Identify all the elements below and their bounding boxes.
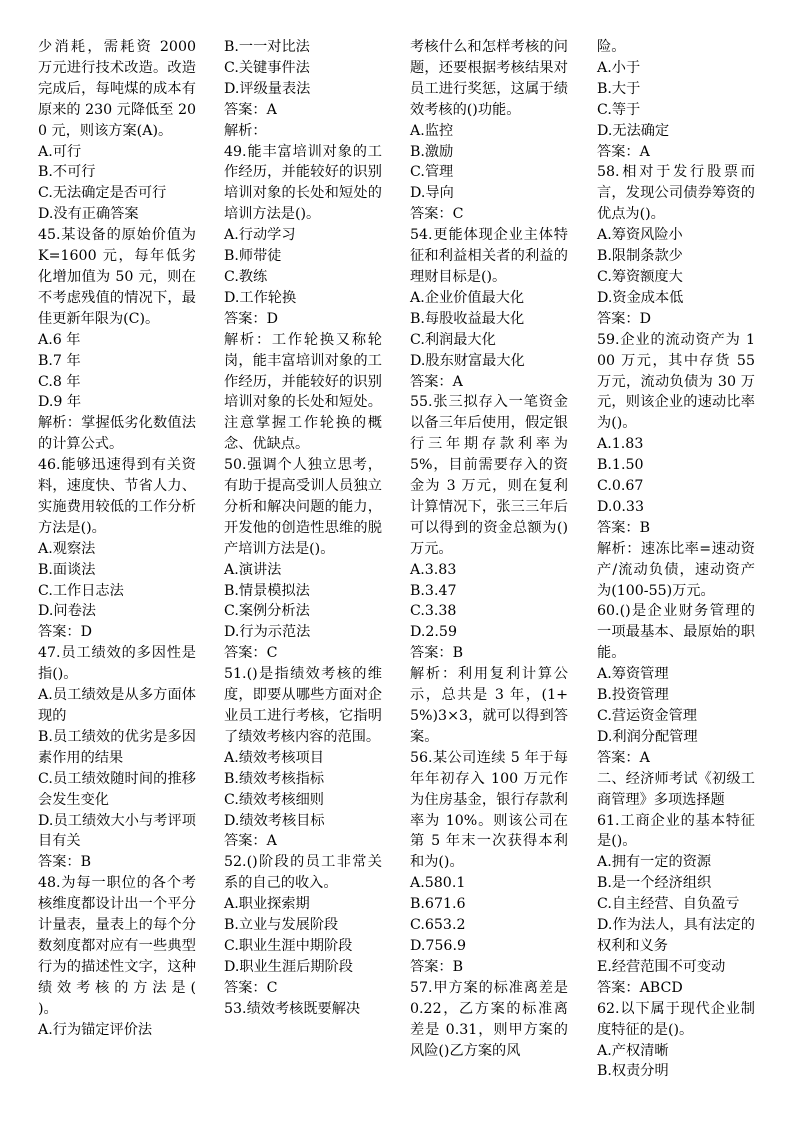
paragraph: 答案：D xyxy=(224,310,278,327)
paragraph: A.筹资管理 xyxy=(597,666,669,683)
paragraph: A.行动学习 xyxy=(224,227,296,244)
paragraph: 少消耗，需耗资 2000 万元进行技术改造。改造完成后，每吨煤的成本有原来的 230 元降低至 200 元，则该方案(A)。 xyxy=(38,39,196,139)
paragraph: B.3.47 xyxy=(410,582,457,599)
paragraph: B.是一个经济组织 xyxy=(597,875,712,892)
paragraph: C.3.38 xyxy=(410,603,457,620)
paragraph: C.无法确定是否可行 xyxy=(38,185,167,202)
text-column-3 xyxy=(410,37,568,1061)
paragraph: D.股东财富最大化 xyxy=(410,352,525,369)
paragraph: B.一一对比法 xyxy=(224,39,310,55)
text-column-2 xyxy=(224,37,382,1020)
paragraph: A.职业探索期 xyxy=(224,896,310,913)
paragraph: B.限制条款少 xyxy=(597,248,683,265)
paragraph: A.观察法 xyxy=(38,540,96,557)
paragraph: 47.员工绩效的多因性是指()。 xyxy=(38,645,196,683)
paragraph: D.导向 xyxy=(410,185,454,202)
paragraph: C.案例分析法 xyxy=(224,603,310,620)
paragraph: D.问卷法 xyxy=(38,603,96,620)
paragraph: 59.企业的流动资产为 100 万元，其中存货 55 万元，流动负债为 30 万元，则该企业的速动比率为()。 xyxy=(597,331,755,432)
paragraph: 57.甲方案的标准离差是 0.22，乙方案的标准离差是 0.31，则甲方案的风险()乙方案的风 xyxy=(410,979,568,1059)
paragraph: A.绩效考核项目 xyxy=(224,749,324,766)
paragraph: 答案：B xyxy=(410,958,463,975)
paragraph: D.756.9 xyxy=(410,937,466,954)
paragraph: 解析：利用复利计算公示，总共是 3 年，(1+5%)3×3，就可以得到答案。 xyxy=(410,666,568,745)
paragraph: B.情景模拟法 xyxy=(224,582,310,599)
paragraph: 60.()是企业财务管理的一项最基本、最原始的职能。 xyxy=(597,603,755,662)
paragraph: 56.某公司连续 5 年于每年年初存入 100 万元作为住房基金，银行存款利率为 10%。则该公司在第 5 年末一次获得本利和为()。 xyxy=(410,749,568,871)
paragraph: D.员工绩效大小与考评项目有关 xyxy=(38,812,196,850)
paragraph: 答案：D xyxy=(597,310,651,327)
paragraph: 53.绩效考核既要解决 xyxy=(224,1000,361,1017)
text-column-1 xyxy=(38,37,225,1041)
paragraph: 答案：A xyxy=(597,143,650,160)
paragraph: D.作为法人，具有法定的权利和义务 xyxy=(597,917,755,954)
paragraph: A.筹资风险小 xyxy=(597,227,683,244)
paragraph: C.关键事件法 xyxy=(224,59,310,76)
paragraph: C.利润最大化 xyxy=(410,331,496,348)
paragraph: A.拥有一定的资源 xyxy=(597,854,712,871)
paragraph: 62.以下属于现代企业制度特征的是()。 xyxy=(597,1000,755,1038)
paragraph: 52.()阶段的员工非常关系的自己的收入。 xyxy=(224,854,382,892)
paragraph: A.1.83 xyxy=(597,436,644,453)
paragraph: C.绩效考核细则 xyxy=(224,791,324,808)
paragraph: A.小于 xyxy=(597,59,641,76)
paragraph: C.653.2 xyxy=(410,917,466,934)
paragraph: C.营运资金管理 xyxy=(597,708,697,724)
paragraph: 61.工商企业的基本特征是()。 xyxy=(597,812,755,850)
paragraph: B.大于 xyxy=(597,80,641,97)
paragraph: C.自主经营、自负盈亏 xyxy=(597,896,740,913)
paragraph: B.师带徒 xyxy=(224,248,282,265)
paragraph: B.投资管理 xyxy=(597,687,669,704)
paragraph: B.不可行 xyxy=(38,164,96,181)
paragraph: 答案：A xyxy=(224,833,277,850)
paragraph: 48.为每一职位的各个考核维度都设计出一个平分计量表，量表上的每个分数刻度都对应有一些典型行为的描述性文字，这种绩效考核的方法是( )。 xyxy=(38,875,225,1017)
paragraph: C.8 年 xyxy=(38,373,81,390)
paragraph: 解析：速冻比率=速动资产/流动负债，速动资产为(100-55)万元。 xyxy=(597,540,755,599)
paragraph: A.演讲法 xyxy=(224,561,282,578)
paragraph: B.激励 xyxy=(410,143,454,160)
paragraph: C.等于 xyxy=(597,101,641,118)
paragraph: B.7 年 xyxy=(38,352,81,369)
paragraph: D.行为示范法 xyxy=(224,624,311,641)
paragraph: B.绩效考核指标 xyxy=(224,770,325,787)
paragraph: 51.()是指绩效考核的维度，即要从哪些方面对企业员工进行考核，它指明了绩效考核内容的范围。 xyxy=(224,666,382,745)
paragraph: 50.强调个人独立思考，有助于提高受训人员独立分析和解决问题的能力，开发他的创造性思维的脱产培训方法是()。 xyxy=(224,457,382,557)
paragraph: D.9 年 xyxy=(38,394,82,411)
paragraph: 49.能丰富培训对象的工作经历，并能较好的识别培训对象的长处和短处的培训方法是()。 xyxy=(224,143,382,223)
paragraph: A.员工绩效是从多方面体现的 xyxy=(38,687,196,724)
paragraph: C.员工绩效随时间的推移会发生变化 xyxy=(38,770,196,808)
paragraph: 答案：B xyxy=(597,519,650,536)
paragraph: D.0.33 xyxy=(597,498,644,515)
paragraph: C.教练 xyxy=(224,268,268,285)
paragraph: B.671.6 xyxy=(410,896,466,913)
paragraph: D.资金成本低 xyxy=(597,289,684,306)
paragraph: A.3.83 xyxy=(410,561,457,578)
paragraph: 45.某设备的原始价值为 K=1600 元，每年低劣化增加值为 50 元，则在不考虑残值的情况下，最佳更新年限为(C)。 xyxy=(38,227,196,327)
paragraph: 46.能够迅速得到有关资料，速度快、节省人力、实施费用较低的工作分析方法是()。 xyxy=(38,457,196,536)
paragraph: D.2.59 xyxy=(410,624,457,641)
paragraph: 答案：D xyxy=(38,624,92,641)
paragraph: C.工作日志法 xyxy=(38,582,124,599)
paragraph: A.可行 xyxy=(38,143,82,160)
paragraph: 答案：A xyxy=(224,101,277,118)
paragraph: C.职业生涯中期阶段 xyxy=(224,937,353,954)
paragraph: 解析：掌握低劣化数值法的计算公式。 xyxy=(38,415,196,453)
paragraph: A.行为锚定评价法 xyxy=(38,1021,153,1038)
paragraph: 答案：C xyxy=(224,645,278,662)
paragraph: D.利润分配管理 xyxy=(597,728,698,745)
paragraph: C.筹资额度大 xyxy=(597,268,683,285)
paragraph: A.企业价值最大化 xyxy=(410,289,525,306)
paragraph: D.绩效考核目标 xyxy=(224,812,325,829)
text-column-4 xyxy=(597,37,755,1082)
paragraph: B.员工绩效的优劣是多因素作用的结果 xyxy=(38,728,196,766)
paragraph: 考核什么和怎样考核的问题，还要根据考核结果对员工进行奖惩，这属于绩效考核的()功能。 xyxy=(410,39,568,118)
paragraph: D.职业生涯后期阶段 xyxy=(224,958,353,975)
paragraph: 54.更能体现企业主体特征和利益相关者的利益的理财目标是()。 xyxy=(410,227,568,285)
paragraph: B.立业与发展阶段 xyxy=(224,917,339,934)
paragraph: 答案：C xyxy=(224,979,278,996)
paragraph: C.0.67 xyxy=(597,478,644,495)
paragraph: B.1.50 xyxy=(597,457,644,474)
paragraph: B.权责分明 xyxy=(597,1063,669,1080)
paragraph: 答案：B xyxy=(38,854,91,871)
paragraph: 58.相对于发行股票而言，发现公司债券筹资的优点为()。 xyxy=(597,164,755,223)
paragraph: A.6 年 xyxy=(38,331,81,348)
paragraph: D.没有正确答案 xyxy=(38,206,139,223)
paragraph: 险。 xyxy=(597,39,626,55)
paragraph: C.管理 xyxy=(410,164,454,181)
paragraph: 答案：A xyxy=(597,749,650,766)
paragraph: B.面谈法 xyxy=(38,561,96,578)
paragraph: 解析： xyxy=(224,122,267,139)
paragraph: 二、经济师考试《初级工商管理》多项选择题 xyxy=(597,770,755,808)
paragraph: E.经营范围不可变动 xyxy=(597,958,726,975)
paragraph: 答案：B xyxy=(410,645,463,662)
paragraph: A.580.1 xyxy=(410,875,466,892)
paragraph: D.无法确定 xyxy=(597,122,670,139)
paragraph: 55.张三拟存入一笔资金以备三年后使用，假定银行三年期存款利率为 5%，目前需要存入的资金为 3 万元，则在复利计算情况下，张三三年后可以得到的资金总额为()万元。 xyxy=(410,394,568,557)
paragraph: D.工作轮换 xyxy=(224,289,297,306)
paragraph: 答案：A xyxy=(410,373,463,390)
paragraph: 答案：C xyxy=(410,206,464,223)
paragraph: B.每股收益最大化 xyxy=(410,310,525,327)
paragraph: 解析：工作轮换又称轮岗，能丰富培训对象的工作经历，并能较好的识别培训对象的长处和短处。注意掌握工作轮换的概念、优缺点。 xyxy=(224,331,382,453)
paragraph: D.评级量表法 xyxy=(224,80,311,97)
paragraph: A.监控 xyxy=(410,122,454,139)
paragraph: A.产权清晰 xyxy=(597,1042,669,1059)
paragraph: 答案：ABCD xyxy=(597,979,683,996)
